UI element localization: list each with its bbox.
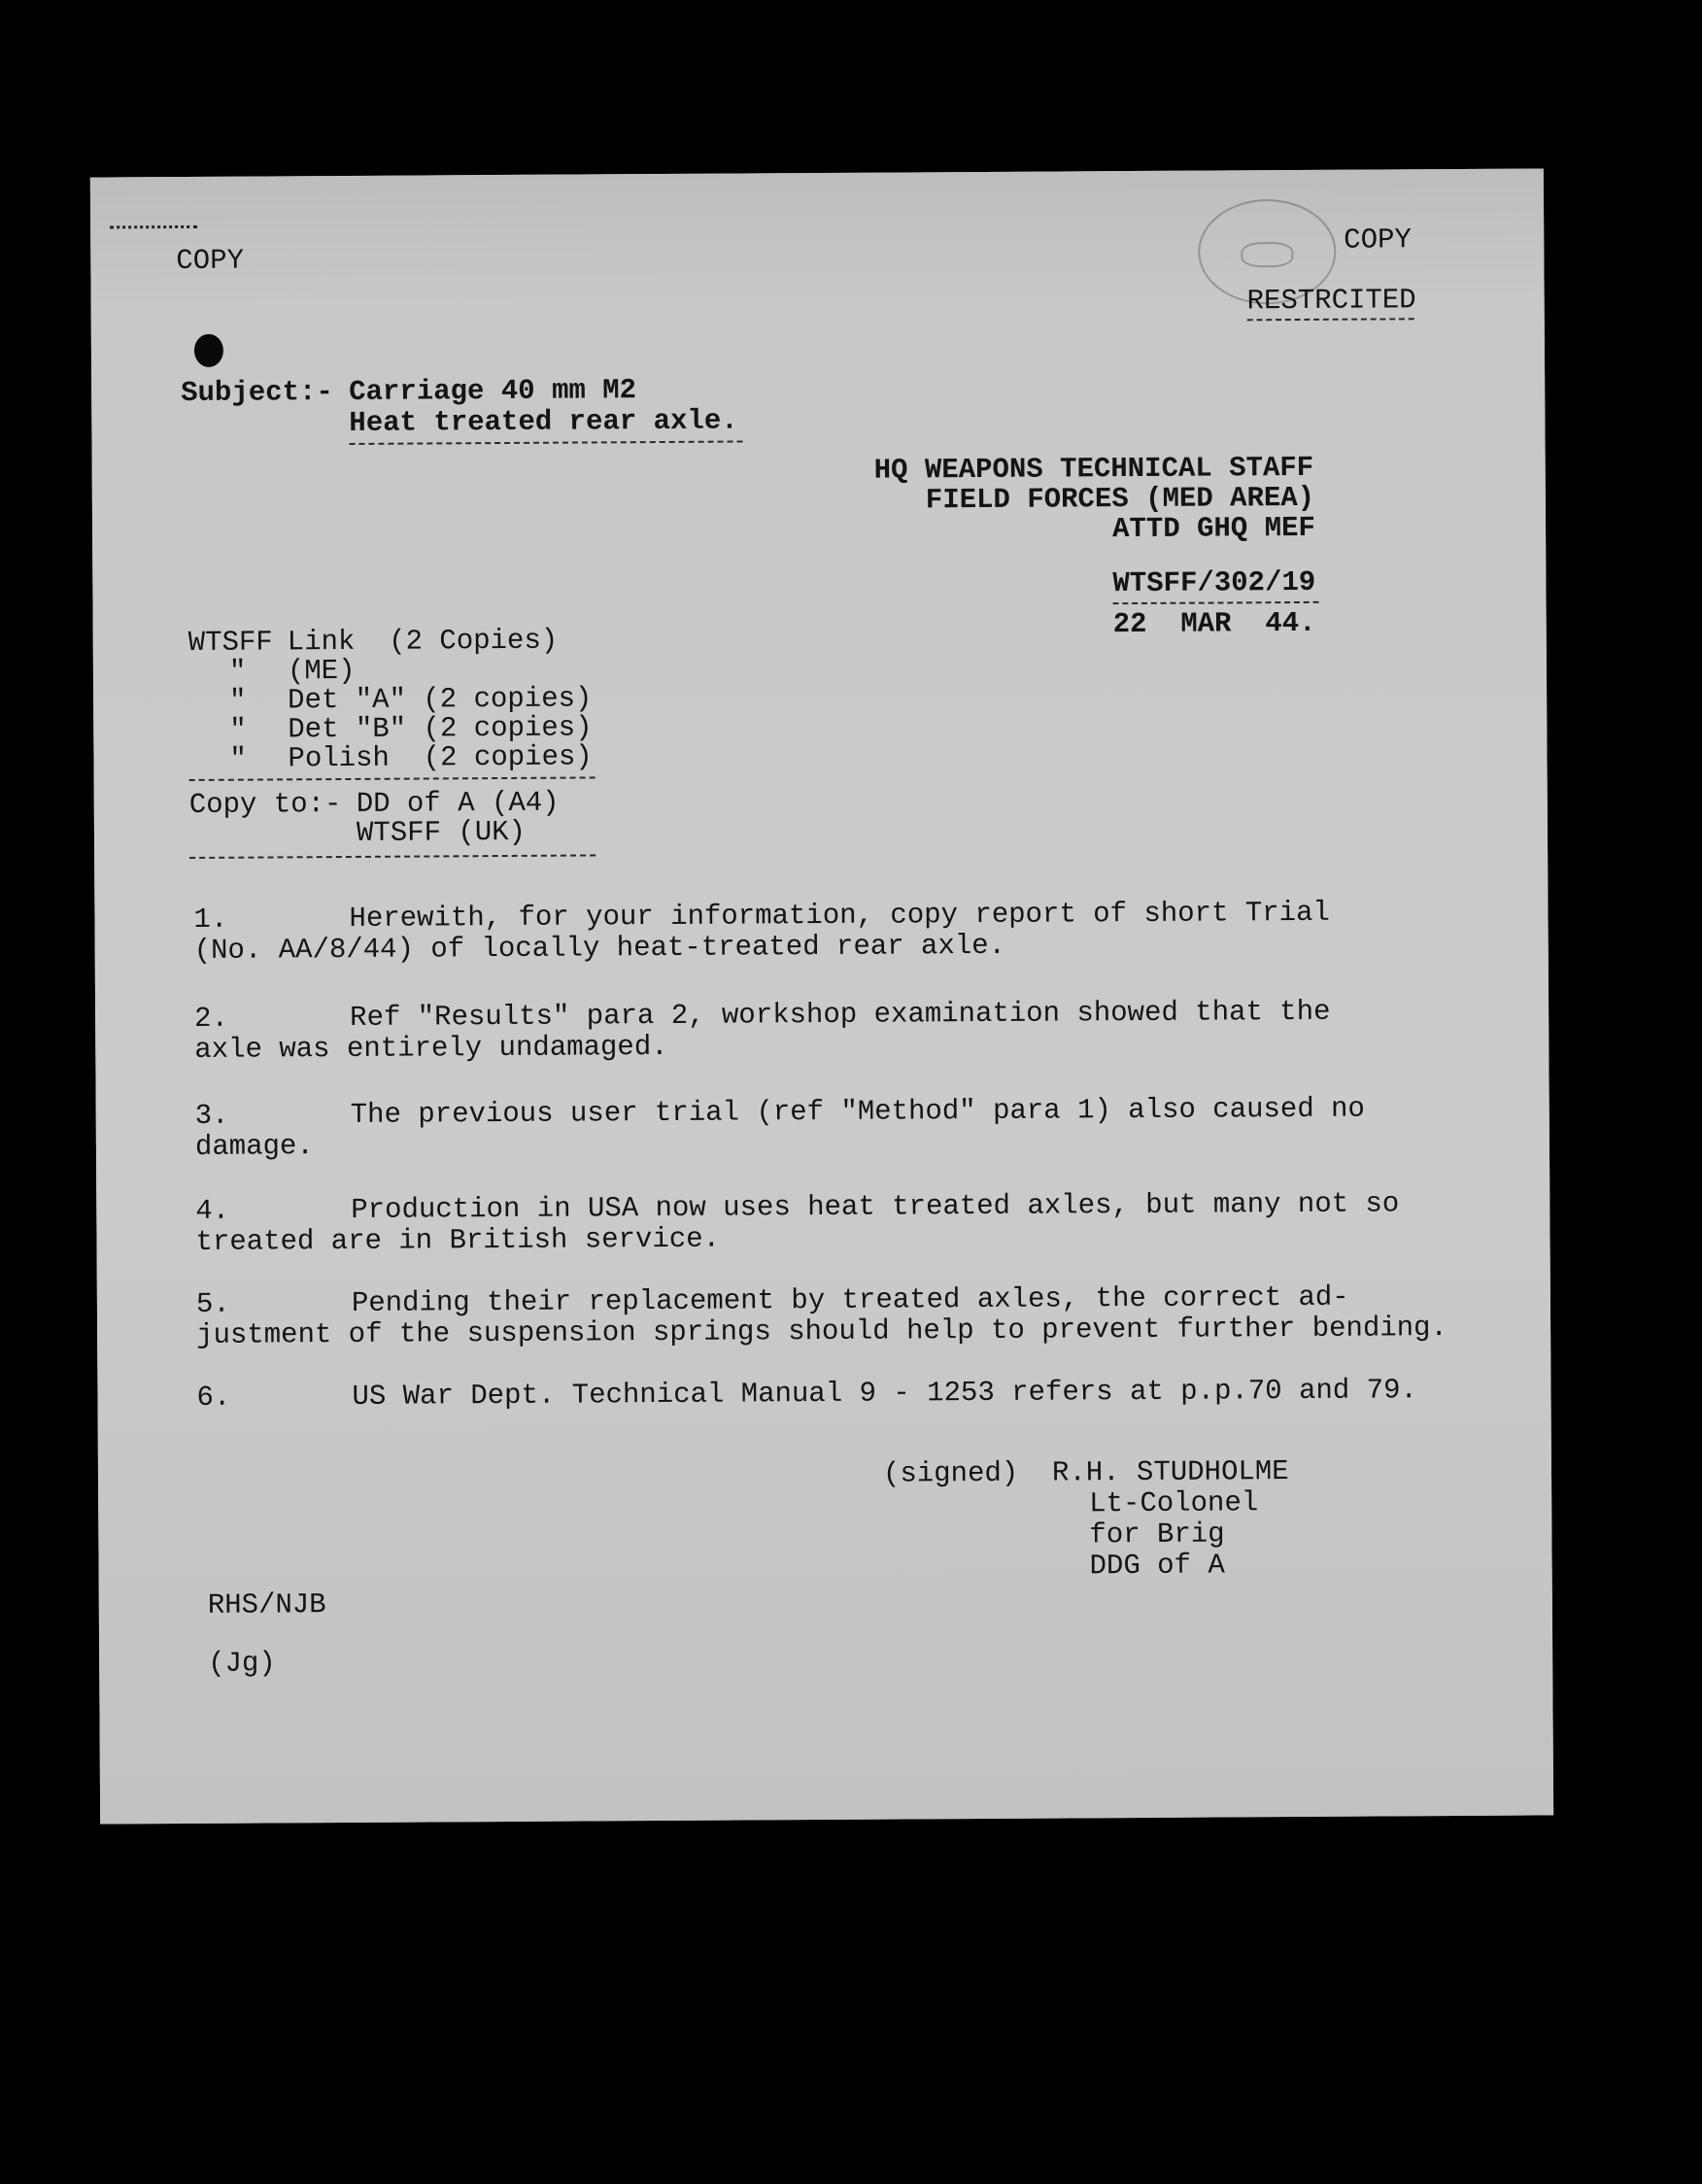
distribution-prefix-1: WTSFF: [187, 626, 273, 659]
punch-marks: [110, 225, 197, 233]
copy-mark-right: COPY: [1344, 223, 1412, 256]
subject-line-1: Carriage 40 mm M2: [349, 374, 637, 408]
reference-number: WTSFF/302/19: [1112, 565, 1316, 600]
copy-to-line-1: DD of A (A4): [356, 786, 560, 820]
signatory-title: DDG of A: [1089, 1549, 1225, 1583]
document-page: [90, 168, 1553, 1824]
paragraph-1-line-2: (No. AA/8/44) of locally heat-treated rear axle.: [193, 929, 1006, 967]
distribution-prefix-5: ": [229, 742, 248, 775]
paragraph-1-line-1: Herewith, for your information, copy report of short Trial: [349, 896, 1330, 935]
copy-mark-left: COPY: [176, 244, 245, 278]
from-line-1: HQ WEAPONS TECHNICAL STAFF: [873, 451, 1314, 487]
subject-underline: [350, 440, 743, 444]
paragraph-2-number: 2.: [194, 1002, 229, 1035]
signed-label: (signed): [882, 1456, 1019, 1490]
paragraph-5-line-2: justment of the suspension springs should help to prevent further bending.: [196, 1312, 1448, 1351]
copy-to-divider: [189, 854, 596, 859]
document-date: 22 MAR 44.: [1112, 606, 1316, 641]
distribution-item-4: Det "B" (2 copies): [288, 711, 593, 746]
distribution-divider: [189, 776, 596, 781]
signatory-rank: Lt-Colonel: [1089, 1486, 1259, 1520]
paragraph-4-line-2: treated are in British service.: [195, 1222, 721, 1258]
paragraph-3-line-1: The previous user trial (ref "Method" para 1) also caused no: [350, 1092, 1365, 1131]
paragraph-1-number: 1.: [193, 903, 228, 936]
distribution-item-5: Polish (2 copies): [288, 740, 593, 775]
paragraph-6-number: 6.: [196, 1381, 231, 1414]
distribution-prefix-4: ": [229, 713, 247, 746]
paragraph-6-line-1: US War Dept. Technical Manual 9 - 1253 refers at p.p.70 and 79.: [352, 1374, 1417, 1413]
paragraph-4-number: 4.: [195, 1194, 230, 1227]
distribution-prefix-2: ": [228, 655, 247, 688]
copy-to-line-2: WTSFF (UK): [356, 815, 527, 849]
paragraph-3-line-2: damage.: [194, 1130, 314, 1163]
paragraph-5-line-1: Pending their replacement by treated axles, the correct ad-: [351, 1280, 1349, 1319]
distribution-prefix-3: ": [229, 684, 247, 717]
distribution-item-1: Link (2 Copies): [287, 624, 559, 659]
signatory-name: R.H. STUDHOLME: [1051, 1455, 1289, 1489]
reference-underline: [1113, 601, 1319, 604]
from-line-2: FIELD FORCES (MED AREA): [925, 481, 1315, 517]
distribution-item-2: (ME): [287, 654, 356, 688]
reference-initials: RHS/NJB: [207, 1588, 326, 1621]
typist-initials: (Jg): [208, 1647, 276, 1680]
paragraph-5-number: 5.: [195, 1287, 230, 1320]
paragraph-3-number: 3.: [194, 1099, 229, 1132]
paragraph-2-line-1: Ref "Results" para 2, workshop examination showed that the: [350, 995, 1331, 1034]
paragraph-2-line-2: axle was entirely undamaged.: [194, 1030, 668, 1066]
paragraph-4-line-1: Production in USA now uses heat treated axles, but many not so: [351, 1187, 1400, 1226]
classification-underline: [1247, 318, 1414, 321]
classification-label: RESTRCITED: [1246, 284, 1416, 318]
from-line-3: ATTD GHQ MEF: [1111, 511, 1316, 546]
copy-to-label: Copy to:-: [188, 788, 342, 821]
subject-line-2: Heat treated rear axle.: [349, 404, 738, 439]
subject-label: Subject:-: [181, 376, 333, 410]
signatory-for: for Brig: [1089, 1518, 1225, 1552]
ink-blot: [194, 334, 223, 367]
distribution-item-3: Det "A" (2 copies): [288, 682, 593, 717]
